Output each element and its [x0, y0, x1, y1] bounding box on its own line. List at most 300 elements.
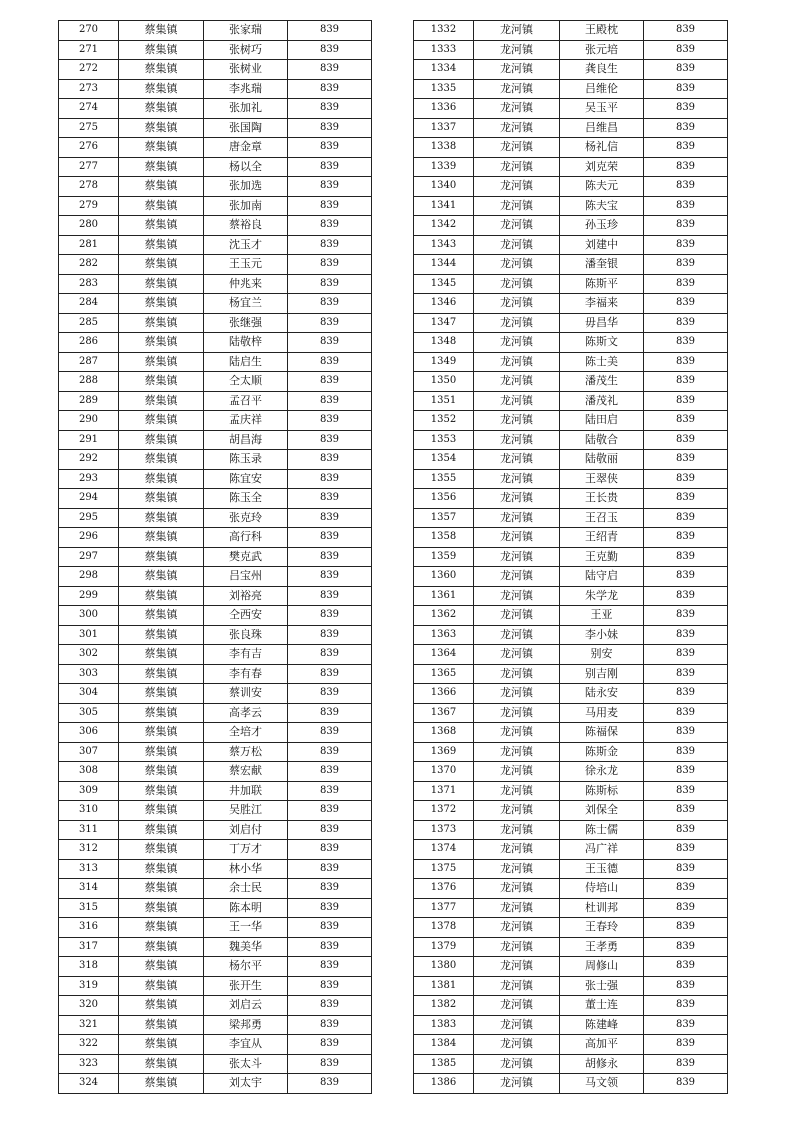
table-row — [59, 1015, 372, 1035]
name-cell: 蔡训安 — [204, 684, 288, 704]
table-row — [59, 957, 372, 977]
table-row — [59, 60, 372, 80]
town-cell: 蔡集镇 — [119, 157, 204, 177]
serial-number-cell: 1333 — [414, 40, 474, 60]
town-cell: 蔡集镇 — [119, 138, 204, 158]
serial-number-cell: 314 — [59, 879, 119, 899]
table-row — [414, 489, 728, 509]
serial-number-cell: 301 — [59, 625, 119, 645]
name-cell: 高孝云 — [204, 703, 288, 723]
serial-number-cell: 1340 — [414, 177, 474, 197]
amount-cell: 839 — [288, 313, 372, 333]
table-row — [59, 469, 372, 489]
table-row — [59, 1035, 372, 1055]
name-cell: 孟庆祥 — [204, 411, 288, 431]
name-cell: 陆敬梓 — [204, 333, 288, 353]
name-cell: 孟召平 — [204, 391, 288, 411]
name-cell: 王翠侠 — [560, 469, 644, 489]
amount-cell: 839 — [288, 21, 372, 41]
name-cell: 潘奎银 — [560, 255, 644, 275]
amount-cell: 839 — [288, 996, 372, 1016]
amount-cell: 839 — [644, 411, 728, 431]
table-row — [59, 664, 372, 684]
serial-number-cell: 1372 — [414, 801, 474, 821]
name-cell: 李宜从 — [204, 1035, 288, 1055]
name-cell: 侍培山 — [560, 879, 644, 899]
town-cell: 蔡集镇 — [119, 625, 204, 645]
town-cell: 蔡集镇 — [119, 21, 204, 41]
name-cell: 陈福保 — [560, 723, 644, 743]
serial-number-cell: 284 — [59, 294, 119, 314]
table-row — [59, 879, 372, 899]
town-cell: 蔡集镇 — [119, 820, 204, 840]
table-row — [59, 684, 372, 704]
table-row — [59, 352, 372, 372]
name-cell: 陈玉全 — [204, 489, 288, 509]
serial-number-cell: 1379 — [414, 937, 474, 957]
table-row — [414, 625, 728, 645]
amount-cell: 839 — [644, 333, 728, 353]
amount-cell: 839 — [288, 957, 372, 977]
name-cell: 蔡宏献 — [204, 762, 288, 782]
serial-number-cell: 1349 — [414, 352, 474, 372]
table-row — [414, 703, 728, 723]
serial-number-cell: 296 — [59, 528, 119, 548]
amount-cell: 839 — [288, 703, 372, 723]
amount-cell: 839 — [644, 547, 728, 567]
serial-number-cell: 1369 — [414, 742, 474, 762]
table-row — [414, 118, 728, 138]
town-cell: 蔡集镇 — [119, 313, 204, 333]
table-row — [414, 723, 728, 743]
table-row — [414, 79, 728, 99]
amount-cell: 839 — [288, 294, 372, 314]
amount-cell: 839 — [288, 352, 372, 372]
town-cell: 蔡集镇 — [119, 118, 204, 138]
table-row — [414, 606, 728, 626]
table-row — [414, 840, 728, 860]
name-cell: 张良珠 — [204, 625, 288, 645]
serial-number-cell: 1371 — [414, 781, 474, 801]
serial-number-cell: 287 — [59, 352, 119, 372]
name-cell: 王克勤 — [560, 547, 644, 567]
serial-number-cell: 1336 — [414, 99, 474, 119]
name-cell: 陈建峰 — [560, 1015, 644, 1035]
serial-number-cell: 1376 — [414, 879, 474, 899]
table-row — [59, 40, 372, 60]
amount-cell: 839 — [644, 294, 728, 314]
roster-table-left — [58, 20, 372, 1094]
table-row — [414, 801, 728, 821]
town-cell: 龙河镇 — [474, 333, 560, 353]
town-cell: 蔡集镇 — [119, 567, 204, 587]
name-cell: 王召玉 — [560, 508, 644, 528]
amount-cell: 839 — [644, 781, 728, 801]
amount-cell: 839 — [644, 996, 728, 1016]
town-cell: 龙河镇 — [474, 40, 560, 60]
name-cell: 高加平 — [560, 1035, 644, 1055]
amount-cell: 839 — [644, 664, 728, 684]
name-cell: 陈斯文 — [560, 333, 644, 353]
amount-cell: 839 — [288, 586, 372, 606]
serial-number-cell: 285 — [59, 313, 119, 333]
name-cell: 张元培 — [560, 40, 644, 60]
table-row — [59, 859, 372, 879]
table-row — [59, 372, 372, 392]
table-row — [59, 411, 372, 431]
table-row — [59, 138, 372, 158]
amount-cell: 839 — [644, 391, 728, 411]
table-row — [414, 586, 728, 606]
serial-number-cell: 289 — [59, 391, 119, 411]
name-cell: 陈士美 — [560, 352, 644, 372]
amount-cell: 839 — [644, 508, 728, 528]
table-row — [414, 879, 728, 899]
serial-number-cell: 270 — [59, 21, 119, 41]
town-cell: 龙河镇 — [474, 586, 560, 606]
amount-cell: 839 — [644, 1035, 728, 1055]
amount-cell: 839 — [288, 274, 372, 294]
town-cell: 蔡集镇 — [119, 840, 204, 860]
name-cell: 李有吉 — [204, 645, 288, 665]
amount-cell: 839 — [288, 625, 372, 645]
amount-cell: 839 — [644, 40, 728, 60]
name-cell: 杨以全 — [204, 157, 288, 177]
name-cell: 陆田启 — [560, 411, 644, 431]
table-row — [414, 60, 728, 80]
serial-number-cell: 316 — [59, 918, 119, 938]
table-row — [414, 216, 728, 236]
amount-cell: 839 — [644, 1074, 728, 1094]
table-row — [59, 216, 372, 236]
town-cell: 龙河镇 — [474, 742, 560, 762]
name-cell: 潘茂礼 — [560, 391, 644, 411]
town-cell: 龙河镇 — [474, 1015, 560, 1035]
town-cell: 龙河镇 — [474, 372, 560, 392]
name-cell: 刘裕亮 — [204, 586, 288, 606]
table-row — [59, 294, 372, 314]
table-row — [414, 898, 728, 918]
amount-cell: 839 — [288, 333, 372, 353]
amount-cell: 839 — [644, 60, 728, 80]
name-cell: 余士民 — [204, 879, 288, 899]
amount-cell: 839 — [288, 606, 372, 626]
serial-number-cell: 294 — [59, 489, 119, 509]
town-cell: 蔡集镇 — [119, 898, 204, 918]
town-cell: 蔡集镇 — [119, 957, 204, 977]
serial-number-cell: 324 — [59, 1074, 119, 1094]
town-cell: 蔡集镇 — [119, 274, 204, 294]
amount-cell: 839 — [644, 859, 728, 879]
town-cell: 龙河镇 — [474, 235, 560, 255]
amount-cell: 839 — [644, 1054, 728, 1074]
town-cell: 蔡集镇 — [119, 450, 204, 470]
name-cell: 吴玉平 — [560, 99, 644, 119]
name-cell: 张开生 — [204, 976, 288, 996]
table-row — [59, 645, 372, 665]
name-cell: 潘茂生 — [560, 372, 644, 392]
serial-number-cell: 278 — [59, 177, 119, 197]
amount-cell: 839 — [288, 820, 372, 840]
town-cell: 蔡集镇 — [119, 1035, 204, 1055]
table-row — [59, 898, 372, 918]
table-row — [59, 235, 372, 255]
amount-cell: 839 — [288, 645, 372, 665]
table-row — [59, 177, 372, 197]
table-row — [59, 1074, 372, 1094]
town-cell: 蔡集镇 — [119, 684, 204, 704]
table-row — [414, 859, 728, 879]
town-cell: 龙河镇 — [474, 1054, 560, 1074]
town-cell: 蔡集镇 — [119, 547, 204, 567]
town-cell: 蔡集镇 — [119, 294, 204, 314]
serial-number-cell: 1339 — [414, 157, 474, 177]
serial-number-cell: 302 — [59, 645, 119, 665]
table-row — [414, 294, 728, 314]
amount-cell: 839 — [644, 138, 728, 158]
name-cell: 胡修永 — [560, 1054, 644, 1074]
amount-cell: 839 — [644, 645, 728, 665]
serial-number-cell: 1381 — [414, 976, 474, 996]
town-cell: 龙河镇 — [474, 177, 560, 197]
amount-cell: 839 — [644, 625, 728, 645]
name-cell: 魏美华 — [204, 937, 288, 957]
serial-number-cell: 311 — [59, 820, 119, 840]
name-cell: 吕维昌 — [560, 118, 644, 138]
table-row — [414, 528, 728, 548]
amount-cell: 839 — [644, 840, 728, 860]
name-cell: 张加礼 — [204, 99, 288, 119]
amount-cell: 839 — [288, 547, 372, 567]
amount-cell: 839 — [644, 684, 728, 704]
table-row — [414, 820, 728, 840]
name-cell: 毋昌华 — [560, 313, 644, 333]
town-cell: 龙河镇 — [474, 547, 560, 567]
town-cell: 龙河镇 — [474, 1035, 560, 1055]
town-cell: 蔡集镇 — [119, 645, 204, 665]
town-cell: 蔡集镇 — [119, 762, 204, 782]
town-cell: 蔡集镇 — [119, 703, 204, 723]
table-row — [59, 99, 372, 119]
name-cell: 杜训邦 — [560, 898, 644, 918]
amount-cell: 839 — [644, 21, 728, 41]
table-row — [414, 976, 728, 996]
amount-cell: 839 — [644, 352, 728, 372]
town-cell: 蔡集镇 — [119, 40, 204, 60]
amount-cell: 839 — [288, 742, 372, 762]
table-row — [414, 255, 728, 275]
serial-number-cell: 1344 — [414, 255, 474, 275]
amount-cell: 839 — [644, 177, 728, 197]
town-cell: 龙河镇 — [474, 684, 560, 704]
amount-cell: 839 — [644, 801, 728, 821]
table-row — [59, 820, 372, 840]
town-cell: 蔡集镇 — [119, 918, 204, 938]
town-cell: 龙河镇 — [474, 489, 560, 509]
table-row — [414, 138, 728, 158]
amount-cell: 839 — [644, 255, 728, 275]
town-cell: 龙河镇 — [474, 216, 560, 236]
town-cell: 龙河镇 — [474, 820, 560, 840]
town-cell: 蔡集镇 — [119, 216, 204, 236]
table-row — [414, 567, 728, 587]
name-cell: 陈本明 — [204, 898, 288, 918]
name-cell: 蔡万松 — [204, 742, 288, 762]
serial-number-cell: 1354 — [414, 450, 474, 470]
name-cell: 马用麦 — [560, 703, 644, 723]
name-cell: 周修山 — [560, 957, 644, 977]
serial-number-cell: 1384 — [414, 1035, 474, 1055]
name-cell: 刘克荣 — [560, 157, 644, 177]
town-cell: 龙河镇 — [474, 567, 560, 587]
table-row — [414, 21, 728, 41]
amount-cell: 839 — [644, 723, 728, 743]
amount-cell: 839 — [288, 469, 372, 489]
serial-number-cell: 309 — [59, 781, 119, 801]
name-cell: 王玉元 — [204, 255, 288, 275]
name-cell: 陆敬丽 — [560, 450, 644, 470]
serial-number-cell: 1362 — [414, 606, 474, 626]
town-cell: 蔡集镇 — [119, 1054, 204, 1074]
amount-cell: 839 — [288, 235, 372, 255]
table-row — [59, 918, 372, 938]
amount-cell: 839 — [288, 859, 372, 879]
town-cell: 龙河镇 — [474, 859, 560, 879]
serial-number-cell: 1353 — [414, 430, 474, 450]
serial-number-cell: 1367 — [414, 703, 474, 723]
town-cell: 蔡集镇 — [119, 235, 204, 255]
amount-cell: 839 — [644, 157, 728, 177]
name-cell: 张士强 — [560, 976, 644, 996]
serial-number-cell: 1335 — [414, 79, 474, 99]
town-cell: 龙河镇 — [474, 957, 560, 977]
table-row — [414, 450, 728, 470]
amount-cell: 839 — [288, 781, 372, 801]
name-cell: 张加选 — [204, 177, 288, 197]
serial-number-cell: 1338 — [414, 138, 474, 158]
serial-number-cell: 300 — [59, 606, 119, 626]
serial-number-cell: 1343 — [414, 235, 474, 255]
town-cell: 龙河镇 — [474, 274, 560, 294]
town-cell: 龙河镇 — [474, 801, 560, 821]
town-cell: 蔡集镇 — [119, 781, 204, 801]
table-row — [414, 274, 728, 294]
town-cell: 龙河镇 — [474, 606, 560, 626]
amount-cell: 839 — [644, 606, 728, 626]
town-cell: 蔡集镇 — [119, 976, 204, 996]
amount-cell: 839 — [644, 976, 728, 996]
serial-number-cell: 1366 — [414, 684, 474, 704]
serial-number-cell: 282 — [59, 255, 119, 275]
name-cell: 陆启生 — [204, 352, 288, 372]
amount-cell: 839 — [644, 372, 728, 392]
name-cell: 董士连 — [560, 996, 644, 1016]
serial-number-cell: 281 — [59, 235, 119, 255]
serial-number-cell: 1345 — [414, 274, 474, 294]
serial-number-cell: 1356 — [414, 489, 474, 509]
table-row — [59, 333, 372, 353]
name-cell: 陈玉录 — [204, 450, 288, 470]
name-cell: 王孝勇 — [560, 937, 644, 957]
serial-number-cell: 1348 — [414, 333, 474, 353]
serial-number-cell: 1383 — [414, 1015, 474, 1035]
town-cell: 蔡集镇 — [119, 937, 204, 957]
table-row — [414, 762, 728, 782]
town-cell: 蔡集镇 — [119, 352, 204, 372]
town-cell: 蔡集镇 — [119, 489, 204, 509]
table-row — [59, 840, 372, 860]
town-cell: 蔡集镇 — [119, 469, 204, 489]
town-cell: 蔡集镇 — [119, 528, 204, 548]
amount-cell: 839 — [644, 469, 728, 489]
amount-cell: 839 — [644, 742, 728, 762]
table-row — [59, 937, 372, 957]
table-row — [414, 996, 728, 1016]
table-row — [414, 352, 728, 372]
table-row — [59, 742, 372, 762]
serial-number-cell: 313 — [59, 859, 119, 879]
name-cell: 全培才 — [204, 723, 288, 743]
amount-cell: 839 — [288, 196, 372, 216]
serial-number-cell: 277 — [59, 157, 119, 177]
table-row — [414, 664, 728, 684]
table-row — [59, 391, 372, 411]
town-cell: 蔡集镇 — [119, 801, 204, 821]
table-row — [414, 40, 728, 60]
table-row — [59, 567, 372, 587]
name-cell: 陈斯平 — [560, 274, 644, 294]
name-cell: 徐永龙 — [560, 762, 644, 782]
name-cell: 吕维伦 — [560, 79, 644, 99]
town-cell: 蔡集镇 — [119, 372, 204, 392]
town-cell: 龙河镇 — [474, 703, 560, 723]
serial-number-cell: 1385 — [414, 1054, 474, 1074]
amount-cell: 839 — [644, 430, 728, 450]
amount-cell: 839 — [644, 762, 728, 782]
table-row — [414, 1015, 728, 1035]
town-cell: 蔡集镇 — [119, 664, 204, 684]
amount-cell: 839 — [644, 703, 728, 723]
amount-cell: 839 — [288, 1015, 372, 1035]
serial-number-cell: 286 — [59, 333, 119, 353]
amount-cell: 839 — [644, 235, 728, 255]
serial-number-cell: 1373 — [414, 820, 474, 840]
table-row — [59, 801, 372, 821]
table-row — [414, 177, 728, 197]
serial-number-cell: 1347 — [414, 313, 474, 333]
name-cell: 张树业 — [204, 60, 288, 80]
name-cell: 张国陶 — [204, 118, 288, 138]
amount-cell: 839 — [288, 664, 372, 684]
amount-cell: 839 — [288, 489, 372, 509]
table-row — [414, 372, 728, 392]
amount-cell: 839 — [288, 177, 372, 197]
serial-number-cell: 1357 — [414, 508, 474, 528]
table-row — [59, 157, 372, 177]
name-cell: 王长贵 — [560, 489, 644, 509]
table-row — [59, 996, 372, 1016]
serial-number-cell: 1363 — [414, 625, 474, 645]
serial-number-cell: 1365 — [414, 664, 474, 684]
amount-cell: 839 — [288, 1074, 372, 1094]
table-row — [414, 391, 728, 411]
town-cell: 龙河镇 — [474, 996, 560, 1016]
table-row — [414, 333, 728, 353]
amount-cell: 839 — [288, 430, 372, 450]
table-row — [414, 235, 728, 255]
serial-number-cell: 1386 — [414, 1074, 474, 1094]
name-cell: 陆永安 — [560, 684, 644, 704]
